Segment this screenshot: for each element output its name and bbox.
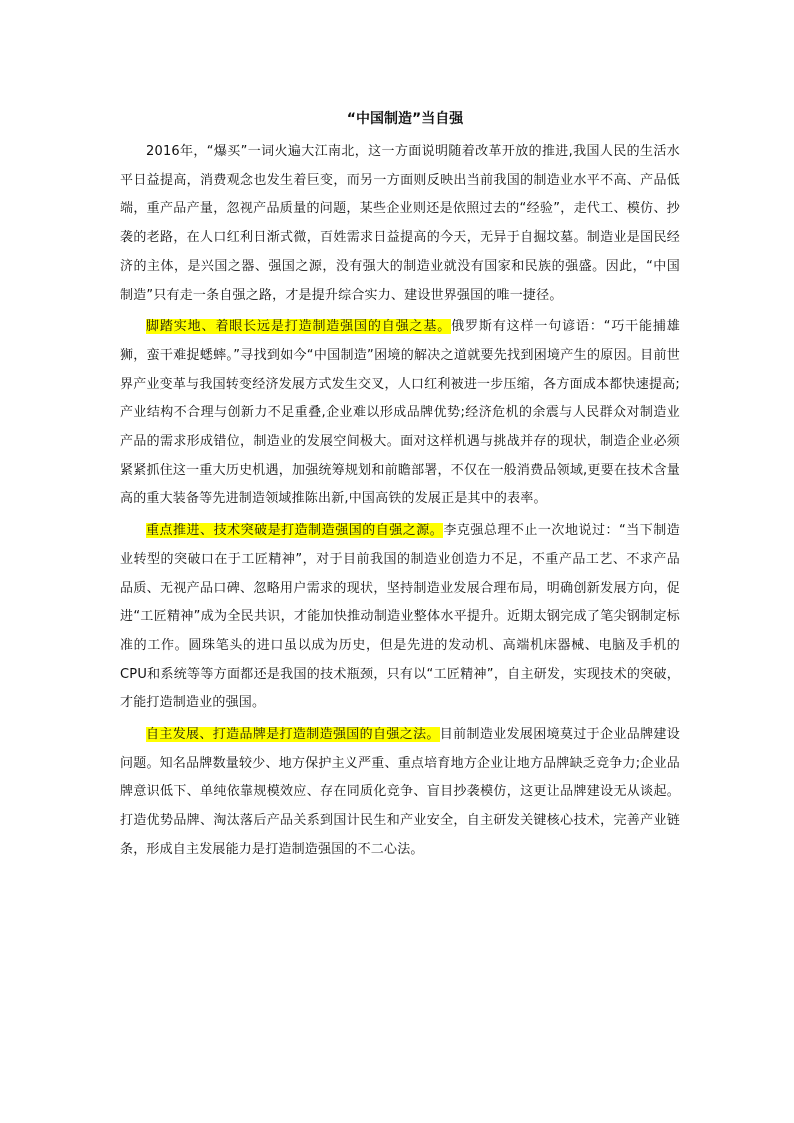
- paragraph-foundation-text: 俄罗斯有这样一句谚语：“巧干能捕雄狮，蛮干难捉蟋蟀。”寻找到如今“中国制造”困境的解决之道就要先找到困境产生的原因。目前世界产业变革与我国转变经济发展方式发生交叉，人口红利被进一步压缩，各方面成本都快速提高;产业结构不合理与创新力不足重叠,企业难以形成品牌优势;经济危机的余震与人民群众对制造业产品的需求形成错位，制造业的发展空间极大。面对这样机遇与挑战并存的现状，制造企业必须紧紧抓住这一重大历史机遇，加强统筹规划和前瞻部署，不仅在一般消费品领域,更要在技术含量高的重大装备等先进制造领域推陈出新,中国高铁的发展正是其中的表率。: [120, 319, 680, 507]
- paragraph-source-text: 李克强总理不止一次地说过：“当下制造业转型的突破口在于工匠精神”，对于目前我国的制造业创造力不足，不重产品工艺、不求产品品质、无视产品口碑、忽略用户需求的现状，坚持制造业发展合理布局，明确创新发展方向，促进“工匠精神”成为全民共识，才能加快推动制造业整体水平提升。近期太钢完成了笔尖钢制定标准的工作。圆珠笔头的进口虽以成为历史，但是先进的发动机、高端机床器械、电脑及手机的CPU和系统等等方面都还是我国的技术瓶颈，只有以“工匠精神”，自主研发，实现技术的突破，才能打造制造业的强国。: [120, 523, 680, 711]
- highlighted-thesis-foundation: 脚踏实地、着眼长远是打造制造强国的自强之基。: [146, 319, 452, 335]
- paragraph-method-text: 目前制造业发展困境莫过于企业品牌建设问题。知名品牌数量较少、地方保护主义严重、重点培育地方企业让地方品牌缺乏竞争力;企业品牌意识低下、单纯依靠规模效应、存在同质化竞争、盲目抄袭模仿，这更让品牌建设无从谈起。打造优势品牌、淘汰落后产品关系到国计民生和产业安全，自主研发关键核心技术，完善产业链条，形成自主发展能力是打造制造强国的不二心法。: [120, 727, 680, 857]
- document-page: [120, 101, 680, 865]
- paragraph-intro: [120, 138, 680, 310]
- highlighted-thesis-method: 自主发展、打造品牌是打造制造强国的自强之法。: [146, 727, 440, 743]
- paragraph-method: [120, 721, 680, 865]
- paragraph-source: [120, 517, 680, 718]
- document-title: “中国制造”当自强: [346, 111, 464, 127]
- highlighted-thesis-source: 重点推进、技术突破是打造制造强国的自强之源。: [146, 523, 444, 539]
- paragraph-intro-text: 2016年，“爆买”一词火遍大江南北，这一方面说明随着改革开放的推进,我国人民的生活水平日益提高，消费观念也发生着巨变，而另一方面则反映出当前我国的制造业水平不高、产品低端，重产品产量，忽视产品质量的问题，某些企业则还是依照过去的“经验”，走代工、模仿、抄袭的老路，在人口红利日渐式微，百姓需求日益提高的今天，无异于自掘坟墓。制造业是国民经济的主体，是兴国之器、强国之源，没有强大的制造业就没有国家和民族的强盛。因此，“中国制造”只有走一条自强之路，才是提升综合实力、建设世界强国的唯一捷径。: [120, 144, 680, 303]
- paragraph-foundation: [120, 313, 680, 514]
